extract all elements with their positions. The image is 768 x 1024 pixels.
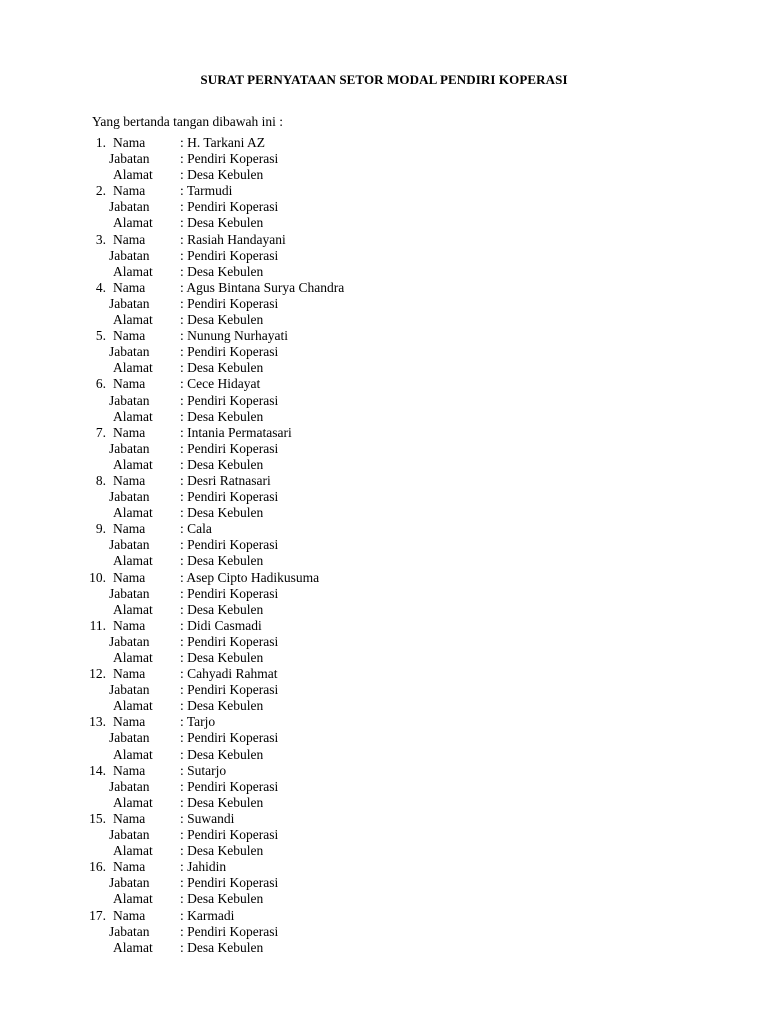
nama-value: : Intania Permatasari [180, 424, 292, 440]
founder-entry [0, 232, 768, 280]
nama-value: : Agus Bintana Surya Chandra [180, 279, 345, 295]
founder-entry [0, 376, 768, 424]
jabatan-value: : Pendiri Koperasi [180, 392, 279, 408]
entry-jabatan-row [0, 151, 768, 167]
founder-entry [0, 135, 768, 183]
jabatan-label: Jabatan [109, 151, 150, 167]
entry-jabatan-row [0, 199, 768, 215]
entry-alamat-row [0, 747, 768, 763]
nama-value: : Suwandi [180, 810, 235, 826]
jabatan-label: Jabatan [109, 585, 150, 601]
nama-label: Nama [113, 810, 146, 826]
jabatan-value: : Pendiri Koperasi [180, 295, 279, 311]
entry-jabatan-row [0, 827, 768, 843]
jabatan-value: : Pendiri Koperasi [180, 344, 279, 360]
founder-entry [0, 618, 768, 666]
entry-jabatan-row [0, 924, 768, 940]
alamat-label: Alamat [113, 794, 153, 810]
nama-label: Nama [113, 279, 146, 295]
entry-number: 12. [89, 666, 106, 682]
alamat-label: Alamat [113, 167, 153, 183]
entry-number: 10. [89, 569, 106, 585]
nama-label: Nama [113, 376, 146, 392]
jabatan-label: Jabatan [109, 247, 150, 263]
alamat-label: Alamat [113, 746, 153, 762]
entry-number: 1. [95, 135, 106, 150]
jabatan-label: Jabatan [109, 537, 150, 553]
alamat-label: Alamat [113, 939, 153, 955]
nama-label: Nama [113, 521, 146, 537]
jabatan-value: : Pendiri Koperasi [180, 827, 279, 843]
entry-jabatan-row [0, 393, 768, 409]
founder-entry [0, 811, 768, 859]
nama-value: : Tarjo [180, 714, 216, 730]
intro-text: Yang bertanda tangan dibawah ini : [92, 114, 283, 129]
entry-number: 4. [95, 279, 106, 295]
entry-nama-row [0, 763, 768, 779]
alamat-value: : Desa Kebulen [180, 939, 264, 955]
nama-label: Nama [113, 617, 146, 633]
jabatan-value: : Pendiri Koperasi [180, 778, 279, 794]
founder-entry [0, 328, 768, 376]
entry-nama-row [0, 135, 768, 151]
alamat-label: Alamat [113, 698, 153, 714]
nama-value: : Karmadi [180, 907, 235, 923]
entry-nama-row [0, 376, 768, 392]
entry-jabatan-row [0, 537, 768, 553]
nama-value: : Jahidin [180, 859, 227, 875]
founder-entry [0, 425, 768, 473]
alamat-value: : Desa Kebulen [180, 263, 264, 279]
nama-value: : Cahyadi Rahmat [180, 666, 278, 682]
nama-value: : H. Tarkani AZ [180, 135, 266, 150]
jabatan-value: : Pendiri Koperasi [180, 633, 279, 649]
entry-jabatan-row [0, 779, 768, 795]
nama-label: Nama [113, 714, 146, 730]
jabatan-label: Jabatan [109, 392, 150, 408]
jabatan-value: : Pendiri Koperasi [180, 585, 279, 601]
entry-jabatan-row [0, 875, 768, 891]
jabatan-value: : Pendiri Koperasi [180, 730, 279, 746]
jabatan-value: : Pendiri Koperasi [180, 537, 279, 553]
entry-alamat-row [0, 940, 768, 956]
nama-label: Nama [113, 183, 146, 199]
entry-number: 11. [89, 617, 106, 633]
founder-entry [0, 666, 768, 714]
alamat-label: Alamat [113, 650, 153, 665]
nama-value: : Tarmudi [180, 183, 233, 199]
jabatan-label: Jabatan [109, 827, 150, 843]
entry-jabatan-row [0, 248, 768, 264]
entry-number: 13. [89, 714, 106, 730]
entry-nama-row [0, 328, 768, 344]
nama-value: : Cala [180, 521, 212, 537]
founder-entry [0, 570, 768, 618]
jabatan-label: Jabatan [109, 923, 150, 939]
jabatan-value: : Pendiri Koperasi [180, 440, 279, 456]
founder-entry [0, 521, 768, 569]
jabatan-label: Jabatan [109, 295, 150, 311]
alamat-label: Alamat [113, 601, 153, 617]
jabatan-label: Jabatan [109, 440, 150, 456]
jabatan-value: : Pendiri Koperasi [180, 682, 279, 698]
entry-number: 5. [95, 328, 106, 344]
nama-value: : Asep Cipto Hadikusuma [180, 569, 320, 585]
alamat-value: : Desa Kebulen [180, 843, 264, 859]
alamat-value: : Desa Kebulen [180, 601, 264, 617]
nama-value: : Rasiah Handayani [180, 231, 286, 247]
founder-entry [0, 908, 768, 956]
alamat-label: Alamat [113, 505, 153, 521]
entry-alamat-row [0, 457, 768, 473]
jabatan-label: Jabatan [109, 489, 150, 505]
entry-jabatan-row [0, 634, 768, 650]
nama-label: Nama [113, 472, 146, 488]
alamat-value: : Desa Kebulen [180, 505, 264, 521]
nama-value: : Desri Ratnasari [180, 472, 271, 488]
alamat-label: Alamat [113, 263, 153, 279]
alamat-label: Alamat [113, 843, 153, 859]
entry-nama-row [0, 714, 768, 730]
alamat-value: : Desa Kebulen [180, 553, 264, 569]
jabatan-label: Jabatan [109, 633, 150, 649]
jabatan-value: : Pendiri Koperasi [180, 151, 279, 167]
entry-alamat-row [0, 698, 768, 714]
entry-alamat-row [0, 795, 768, 811]
nama-label: Nama [113, 231, 146, 247]
nama-label: Nama [113, 424, 146, 440]
alamat-value: : Desa Kebulen [180, 794, 264, 810]
alamat-label: Alamat [113, 553, 153, 569]
entry-nama-row [0, 908, 768, 924]
alamat-value: : Desa Kebulen [180, 891, 264, 907]
entry-alamat-row [0, 215, 768, 231]
entry-number: 17. [89, 907, 106, 923]
entry-alamat-row [0, 843, 768, 859]
founder-entry [0, 714, 768, 762]
entry-jabatan-row [0, 441, 768, 457]
entry-alamat-row [0, 505, 768, 521]
entry-alamat-row [0, 312, 768, 328]
nama-label: Nama [113, 666, 146, 682]
alamat-value: : Desa Kebulen [180, 650, 264, 665]
entry-jabatan-row [0, 682, 768, 698]
nama-label: Nama [113, 569, 146, 585]
entry-number: 6. [95, 376, 106, 392]
jabatan-value: : Pendiri Koperasi [180, 875, 279, 891]
entry-nama-row [0, 425, 768, 441]
jabatan-label: Jabatan [109, 778, 150, 794]
entry-number: 8. [95, 472, 106, 488]
nama-label: Nama [113, 328, 146, 344]
entry-number: 2. [95, 183, 106, 199]
entry-alamat-row [0, 602, 768, 618]
alamat-label: Alamat [113, 360, 153, 376]
entry-nama-row [0, 183, 768, 199]
nama-value: : Cece Hidayat [180, 376, 261, 392]
entry-alamat-row [0, 409, 768, 425]
document-title: SURAT PERNYATAAN SETOR MODAL PENDIRI KOPERASI [200, 72, 568, 87]
nama-label: Nama [113, 859, 146, 875]
alamat-label: Alamat [113, 456, 153, 472]
alamat-label: Alamat [113, 215, 153, 231]
nama-label: Nama [113, 907, 146, 923]
entry-nama-row [0, 521, 768, 537]
entry-nama-row [0, 666, 768, 682]
alamat-value: : Desa Kebulen [180, 746, 264, 762]
entry-nama-row [0, 618, 768, 634]
founder-entry [0, 183, 768, 231]
entry-number: 7. [95, 424, 106, 440]
jabatan-value: : Pendiri Koperasi [180, 923, 279, 939]
jabatan-label: Jabatan [109, 199, 150, 215]
nama-value: : Nunung Nurhayati [180, 328, 288, 344]
alamat-label: Alamat [113, 891, 153, 907]
jabatan-value: : Pendiri Koperasi [180, 247, 279, 263]
entry-nama-row [0, 570, 768, 586]
founder-entry [0, 859, 768, 907]
entry-number: 14. [89, 762, 106, 778]
entry-nama-row [0, 232, 768, 248]
jabatan-label: Jabatan [109, 682, 150, 698]
entry-alamat-row [0, 360, 768, 376]
alamat-value: : Desa Kebulen [180, 215, 264, 231]
entry-alamat-row [0, 553, 768, 569]
entry-alamat-row [0, 650, 768, 666]
nama-label: Nama [113, 762, 146, 778]
entry-number: 15. [89, 810, 106, 826]
entry-jabatan-row [0, 296, 768, 312]
entry-nama-row [0, 811, 768, 827]
founder-entry [0, 280, 768, 328]
jabatan-value: : Pendiri Koperasi [180, 489, 279, 505]
entry-jabatan-row [0, 489, 768, 505]
entry-alamat-row [0, 264, 768, 280]
nama-value: : Sutarjo [180, 762, 227, 778]
entry-nama-row [0, 280, 768, 296]
alamat-value: : Desa Kebulen [180, 698, 264, 714]
entry-alamat-row [0, 167, 768, 183]
alamat-label: Alamat [113, 312, 153, 328]
entry-number: 9. [95, 521, 106, 537]
alamat-value: : Desa Kebulen [180, 456, 264, 472]
jabatan-value: : Pendiri Koperasi [180, 199, 279, 215]
alamat-value: : Desa Kebulen [180, 360, 264, 376]
entry-alamat-row [0, 891, 768, 907]
nama-label: Nama [113, 135, 146, 150]
entry-number: 3. [95, 231, 106, 247]
nama-value: : Didi Casmadi [180, 617, 262, 633]
founder-entry [0, 473, 768, 521]
entry-nama-row [0, 473, 768, 489]
jabatan-label: Jabatan [109, 875, 150, 891]
entry-jabatan-row [0, 586, 768, 602]
alamat-value: : Desa Kebulen [180, 167, 264, 183]
alamat-label: Alamat [113, 408, 153, 424]
entry-nama-row [0, 859, 768, 875]
entry-jabatan-row [0, 730, 768, 746]
entry-jabatan-row [0, 344, 768, 360]
jabatan-label: Jabatan [109, 344, 150, 360]
founder-list [0, 135, 768, 956]
founder-entry [0, 763, 768, 811]
alamat-value: : Desa Kebulen [180, 312, 264, 328]
alamat-value: : Desa Kebulen [180, 408, 264, 424]
jabatan-label: Jabatan [109, 730, 150, 746]
entry-number: 16. [89, 859, 106, 875]
